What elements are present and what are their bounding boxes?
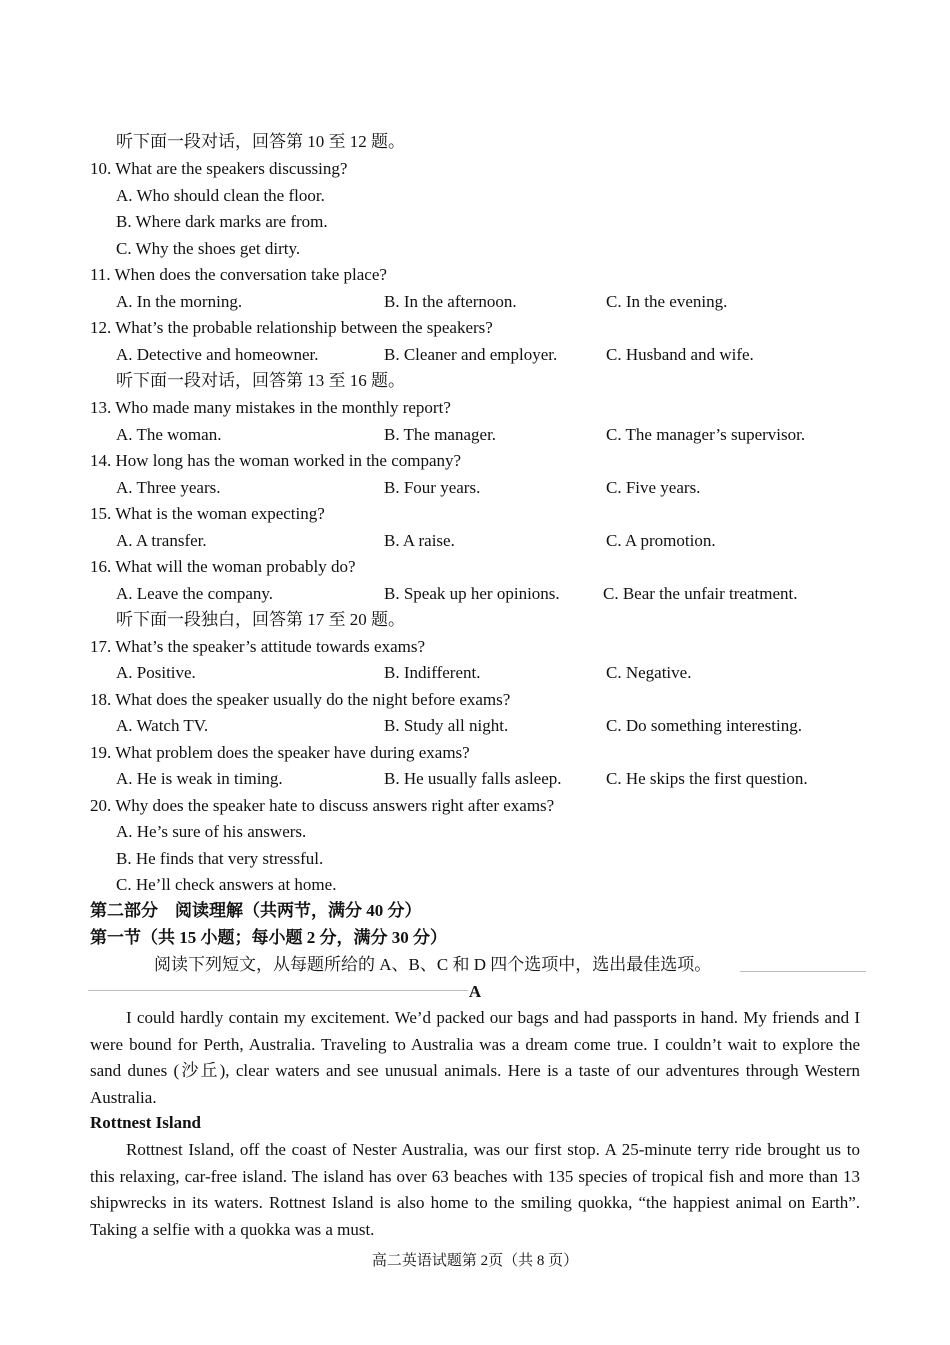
option-15b: B. A raise. bbox=[384, 531, 455, 550]
question-18: 18. What does the speaker usually do the night before exams? bbox=[90, 690, 511, 709]
option-17b: B. Indifferent. bbox=[384, 663, 481, 682]
question-13: 13. Who made many mistakes in the monthly report? bbox=[90, 398, 451, 417]
question-12: 12. What’s the probable relationship between the speakers? bbox=[90, 318, 493, 337]
option-16b: B. Speak up her opinions. bbox=[384, 584, 560, 603]
option-18a: A. Watch TV. bbox=[116, 716, 209, 735]
option-13a: A. The woman. bbox=[116, 425, 222, 444]
paragraph-2 bbox=[90, 1137, 860, 1243]
option-12b: B. Cleaner and employer. bbox=[384, 345, 558, 364]
option-13b: B. The manager. bbox=[384, 425, 497, 444]
instruction-17-20: 听下面一段独白，回答第 17 至 20 题。 bbox=[116, 610, 405, 629]
option-10b: B. Where dark marks are from. bbox=[116, 212, 328, 231]
option-11b: B. In the afternoon. bbox=[384, 292, 517, 311]
option-20c: C. He’ll check answers at home. bbox=[116, 875, 337, 894]
option-12c: C. Husband and wife. bbox=[606, 345, 754, 364]
option-12a: A. Detective and homeowner. bbox=[116, 345, 319, 364]
option-13c: C. The manager’s supervisor. bbox=[606, 425, 806, 444]
question-16: 16. What will the woman probably do? bbox=[90, 557, 356, 576]
option-15c: C. A promotion. bbox=[606, 531, 716, 550]
question-15: 15. What is the woman expecting? bbox=[90, 504, 325, 523]
option-15a: A. A transfer. bbox=[116, 531, 207, 550]
option-20b: B. He finds that very stressful. bbox=[116, 849, 324, 868]
question-17: 17. What’s the speaker’s attitude towards exams? bbox=[90, 637, 426, 656]
option-18b: B. Study all night. bbox=[384, 716, 509, 735]
option-11a: A. In the morning. bbox=[116, 292, 243, 311]
instruction-10-12: 听下面一段对话，回答第 10 至 12 题。 bbox=[116, 132, 405, 151]
option-19b: B. He usually falls asleep. bbox=[384, 769, 562, 788]
option-17a: A. Positive. bbox=[116, 663, 196, 682]
question-11: 11. When does the conversation take place? bbox=[90, 265, 387, 284]
option-19c: C. He skips the first question. bbox=[606, 769, 808, 788]
paragraph-1 bbox=[90, 1005, 860, 1111]
option-16a: A. Leave the company. bbox=[116, 584, 274, 603]
option-11c: C. In the evening. bbox=[606, 292, 728, 311]
question-10: 10. What are the speakers discussing? bbox=[90, 159, 348, 178]
option-20a: A. He’s sure of his answers. bbox=[116, 822, 307, 841]
section-heading: Rottnest Island bbox=[90, 1113, 201, 1132]
question-14: 14. How long has the woman worked in the company? bbox=[90, 451, 462, 470]
instruction-13-16: 听下面一段对话，回答第 13 至 16 题。 bbox=[116, 371, 405, 390]
rule-right bbox=[740, 971, 866, 972]
question-20: 20. Why does the speaker hate to discuss answers right after exams? bbox=[90, 796, 555, 815]
page-footer: 高二英语试题第 2页（共 8 页） bbox=[371, 1253, 579, 1269]
option-10a: A. Who should clean the floor. bbox=[116, 186, 325, 205]
option-18c: C. Do something interesting. bbox=[606, 716, 802, 735]
option-14a: A. Three years. bbox=[116, 478, 221, 497]
option-17c: C. Negative. bbox=[606, 663, 692, 682]
option-16c: C. Bear the unfair treatment. bbox=[603, 584, 798, 603]
part-two-title: 第二部分 阅读理解（共两节，满分 40 分） bbox=[90, 901, 422, 920]
passage-label: A bbox=[468, 982, 482, 1001]
option-14b: B. Four years. bbox=[384, 478, 481, 497]
option-10c: C. Why the shoes get dirty. bbox=[116, 239, 301, 258]
reading-instruction: 阅读下列短文，从每题所给的 A、B、C 和 D 四个选项中，选出最佳选项。 bbox=[154, 955, 712, 974]
option-14c: C. Five years. bbox=[606, 478, 701, 497]
section-one-title: 第一节（共 15 小题；每小题 2 分，满分 30 分） bbox=[90, 928, 447, 947]
option-19a: A. He is weak in timing. bbox=[116, 769, 283, 788]
paragraph-2-text: Rottnest Island, off the coast of Nester Australia, was our first stop. A 25-minute terry ride brought us to this relaxing, car-free island. The island has over 63 beaches with 135 species of tropical fish and more than 13 shipwrecks in its waters. Rottnest Island is also home to the smiling quokka, “the happiest animal on Earth”. Taking a selfie with a quokka was a must. bbox=[90, 1140, 860, 1239]
paragraph-1-text: I could hardly contain my excitement. We’d packed our bags and had passports in hand. My friends and I were bound for Perth, Australia. Traveling to Australia was a dream come true. I couldn’t wait to explore the sand dunes (沙丘), clear waters and see unusual animals. Here is a taste of our adventures through Western Australia. bbox=[90, 1008, 860, 1107]
question-19: 19. What problem does the speaker have during exams? bbox=[90, 743, 470, 762]
